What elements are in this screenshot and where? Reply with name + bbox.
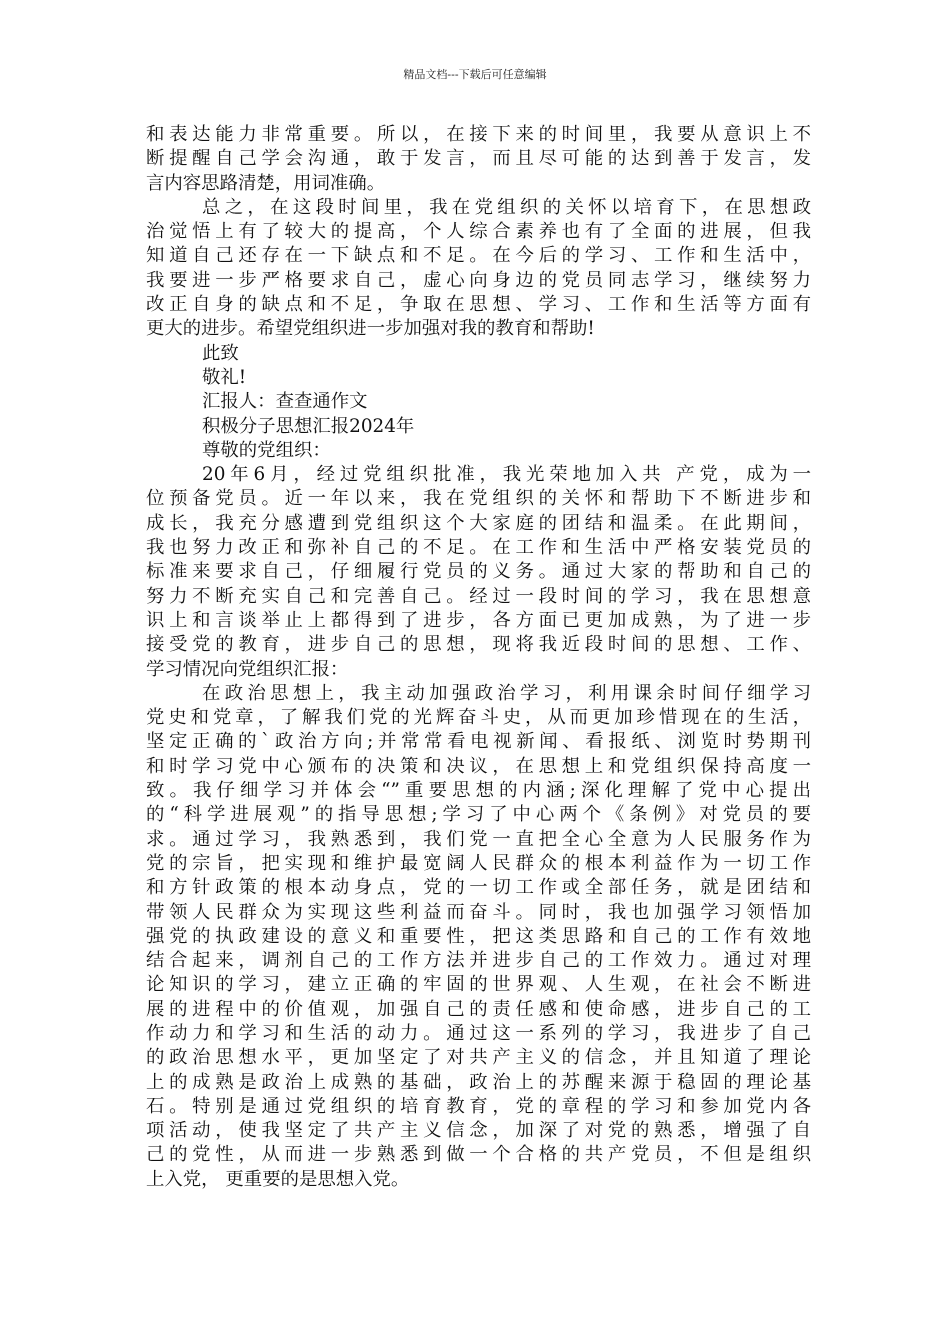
- text-line: 积极分子思想汇报2024年: [202, 415, 415, 437]
- text-line: 总之，在这段时间里，我在党组织的关怀以培育下，在思想政: [202, 196, 811, 218]
- text-line: 上的成熟是政治上成熟的基础，政治上的苏醒来源于稳固的理论基: [146, 1071, 811, 1093]
- text-line: 作动力和学习和生活的动力。通过这一系列的学习，我进步了自己: [146, 1022, 811, 1044]
- text-line: 展的进程中的价值观，加强自己的责任感和使命感，进步自己的工: [146, 998, 811, 1020]
- text-line: 上入党， 更重要的是思想入党。: [146, 1168, 410, 1190]
- text-line: 接受党的教育，进步自己的思想，现将我近段时间的思想、工作、: [146, 634, 811, 656]
- text-line: 改正自身的缺点和不足，争取在思想、学习、工作和生活等方面有: [146, 294, 811, 316]
- text-line: 强党的执政建设的意义和重要性，把这类思路和自己的工作有效地: [146, 925, 811, 947]
- text-line: 学习情况向党组织汇报：: [146, 658, 349, 680]
- text-line: 我要进一步严格要求自己，虚心向身边的党员同志学习，继续努力: [146, 269, 811, 291]
- page-header: 精品文档---下载后可任意编辑: [403, 68, 547, 81]
- text-line: 我也努力改正和弥补自己的不足。在工作和生活中严格安装党员的: [146, 537, 811, 559]
- text-line: 识上和言谈举止上都得到了进步，各方面已更加成熟，为了进一步: [146, 609, 811, 631]
- text-line: 汇报人：查查通作文: [202, 391, 368, 413]
- text-line: 和时学习党中心颁布的决策和决议，在思想上和党组织保持高度一: [146, 755, 811, 777]
- text-line: 和方针政策的根本动身点，党的一切工作或全部任务，就是团结和: [146, 877, 811, 899]
- text-line: 石。特别是通过党组织的培育教育，党的章程的学习和参加党内各: [146, 1095, 811, 1117]
- text-line: 此致: [202, 342, 239, 364]
- text-line: 20年6月，经过党组织批准，我光荣地加入共 产党，成为一: [202, 464, 811, 486]
- text-line: 结合起来，调剂自己的工作方法并进步自己的工作效力。通过对理: [146, 950, 811, 972]
- text-line: 言内容思路清楚，用词准确。: [146, 172, 386, 194]
- text-line: 的政治思想水平，更加坚定了对共产主义的信念，并且知道了理论: [146, 1047, 811, 1069]
- document-body: [146, 123, 811, 1192]
- text-line: 敬礼!: [202, 366, 247, 388]
- text-line: 党的宗旨，把实现和维护最宽阔人民群众的根本利益作为一切工作: [146, 852, 811, 874]
- text-line: 更大的进步。希望党组织进一步加强对我的教育和帮助!: [146, 318, 595, 340]
- text-line: 努力不断充实自己和完善自己。经过一段时间的学习，我在思想意: [146, 585, 811, 607]
- text-line: 尊敬的党组织：: [202, 439, 331, 461]
- text-line: 坚定正确的`政治方向;并常常看电视新闻、看报纸、浏览时势期刊: [146, 731, 811, 753]
- text-line: 位预备党员。近一年以来，我在党组织的关怀和帮助下不断进步和: [146, 488, 811, 510]
- text-line: 知道自己还存在一下缺点和不足。在今后的学习、工作和生活中，: [146, 245, 811, 267]
- text-line: 治觉悟上有了较大的提高，个人综合素养也有了全面的进展，但我: [146, 221, 811, 243]
- text-line: 己的党性，从而进一步熟悉到做一个合格的共产党员，不但是组织: [146, 1144, 811, 1166]
- text-line: 项活动，使我坚定了共产主义信念，加深了对党的熟悉，增强了自: [146, 1120, 811, 1142]
- text-line: 在政治思想上，我主动加强政治学习，利用课余时间仔细学习: [202, 682, 811, 704]
- text-line: 断提醒自己学会沟通，敢于发言，而且尽可能的达到善于发言，发: [146, 148, 811, 170]
- text-line: 成长，我充分感遭到党组织这个大家庭的团结和温柔。在此期间，: [146, 512, 811, 534]
- text-line: 求。通过学习，我熟悉到，我们党一直把全心全意为人民服务作为: [146, 828, 811, 850]
- text-line: 致。我仔细学习并体会“”重要思想的内涵;深化理解了党中心提出: [146, 780, 811, 802]
- text-line: 党史和党章，了解我们党的光辉奋斗史，从而更加珍惜现在的生活，: [146, 707, 811, 729]
- text-line: 论知识的学习，建立正确的牢固的世界观、人生观，在社会不断进: [146, 974, 811, 996]
- text-line: 的“科学进展观”的指导思想;学习了中心两个《条例》对党员的要: [146, 804, 811, 826]
- text-line: 带领人民群众为实现这些利益而奋斗。同时，我也加强学习领悟加: [146, 901, 811, 923]
- text-line: 和表达能力非常重要。所以，在接下来的时间里，我要从意识上不: [146, 124, 811, 145]
- text-line: 标准来要求自己，仔细履行党员的义务。通过大家的帮助和自己的: [146, 561, 811, 583]
